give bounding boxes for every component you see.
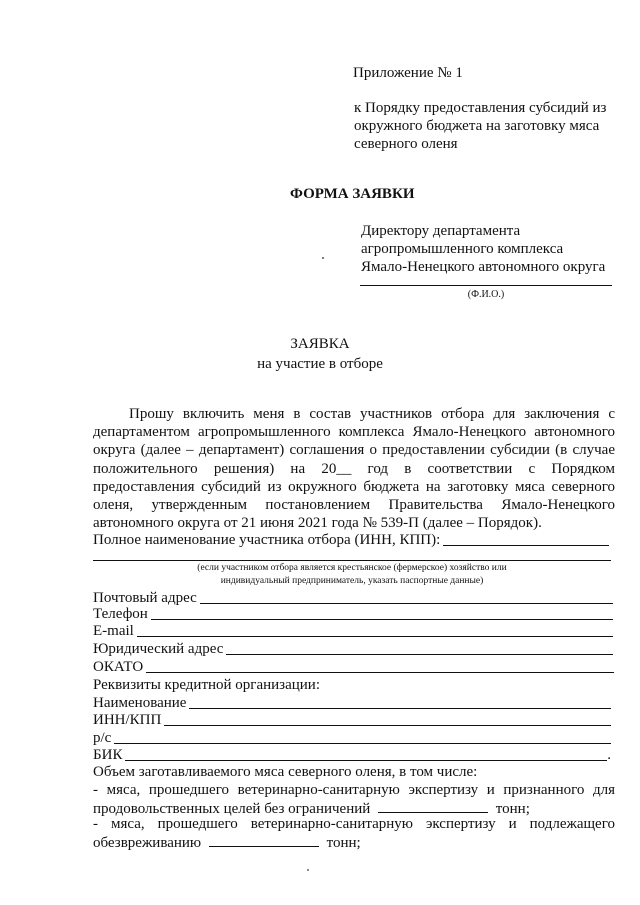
appendix-purpose — [354, 99, 614, 153]
phone-label: Телефон — [93, 606, 148, 622]
postal-address-input-line[interactable] — [200, 603, 613, 604]
full-name-row — [93, 531, 609, 549]
appendix-number: Приложение № 1 — [353, 65, 463, 81]
scan-speck — [307, 869, 309, 871]
phone-row — [93, 605, 613, 623]
purpose-line: к Порядку предоставления субсидий из — [354, 100, 607, 116]
volume-item-line: - мяса, прошедшего ветеринарно-санитарную экспертизу и признанного для — [93, 782, 615, 798]
okato-row — [93, 658, 614, 676]
note-line: индивидуальный предприниматель, указать паспортные данные) — [220, 576, 484, 586]
bank-name-input-line[interactable] — [189, 708, 611, 709]
unit-label: тонн; — [326, 834, 361, 851]
purpose-line: окружного бюджета на заготовку мяса — [354, 118, 600, 134]
addressee-line: Директору департамента — [361, 223, 521, 239]
bank-name-row — [93, 694, 611, 712]
disinfection-tonnage-input-line[interactable] — [209, 834, 319, 847]
legal-address-row — [93, 640, 613, 658]
phone-input-line[interactable] — [151, 619, 613, 620]
legal-address-label: Юридический адрес — [93, 641, 224, 657]
legal-address-input-line[interactable] — [226, 654, 613, 655]
full-name-input-line-2[interactable] — [93, 560, 611, 561]
unit-label: тонн; — [495, 800, 530, 817]
full-name-label: Полное наименование участника отбора (ИНН, КПП): — [93, 532, 441, 548]
addressee-line: агропромышленного комплекса — [361, 241, 564, 257]
note-line: (если участником отбора является крестьянское (фермерское) хозяйство или — [197, 563, 507, 573]
inn-kpp-input-line[interactable] — [164, 725, 611, 726]
email-row — [93, 622, 613, 640]
bank-name-label: Наименование — [93, 695, 187, 711]
volume-item-line — [93, 834, 615, 853]
applicant-note — [93, 562, 611, 588]
addressee-line: Ямало-Ненецкого автономного округа — [361, 259, 606, 275]
volume-item-text: продовольственных целей без ограничений — [93, 800, 371, 817]
okato-label: ОКАТО — [93, 659, 144, 675]
scan-speck — [322, 257, 324, 259]
full-name-input-line[interactable] — [443, 545, 609, 546]
okato-input-line[interactable] — [146, 672, 614, 673]
volume-item-unrestricted — [93, 781, 615, 818]
form-title: ФОРМА ЗАЯВКИ — [290, 186, 415, 202]
email-label: E-mail — [93, 623, 134, 639]
volume-item-line: - мяса, прошедшего ветеринарно-санитарную экспертизу и подлежащего — [93, 816, 615, 832]
inn-kpp-row — [93, 711, 611, 729]
volume-heading: Объем заготавливаемого мяса северного оленя, в том числе: — [93, 764, 478, 780]
account-row — [93, 729, 611, 747]
volume-item-disinfection — [93, 815, 615, 852]
bik-label: БИК — [93, 747, 123, 763]
unrestricted-tonnage-input-line[interactable] — [378, 800, 488, 813]
bik-end-mark: . — [607, 747, 611, 763]
bank-details-heading: Реквизиты кредитной организации: — [93, 677, 320, 693]
account-label: р/с — [93, 730, 112, 746]
account-input-line[interactable] — [114, 743, 611, 744]
fio-caption: (Ф.И.О.) — [467, 289, 505, 300]
document-subtitle: на участие в отборе — [257, 356, 383, 372]
inn-kpp-label: ИНН/КПП — [93, 712, 162, 728]
addressee-block — [361, 222, 621, 276]
volume-item-text: обезвреживанию — [93, 834, 202, 851]
bik-row — [93, 746, 611, 764]
request-paragraph: Прошу включить меня в состав участников отбора для заключения с департаментом агропромышленного комплекса Ямало-Ненецкого автономного округа (далее – департамент) соглашения о предоставлении субсидии (в случае положительного решения) на 20__ год в соответствии с Порядком предоставления субсидий из окружного бюджета на заготовку мяса северного оленя, утвержденным постановлением Правительства Ямало-Ненецкого автономного округа от 21 июня 2021 года № 539-П (далее – Порядок). — [93, 406, 615, 532]
email-input-line[interactable] — [137, 636, 613, 637]
bik-input-line[interactable] — [125, 760, 607, 761]
document-title: ЗАЯВКА — [290, 336, 350, 352]
postal-address-label: Почтовый адрес — [93, 590, 197, 606]
purpose-line: северного оленя — [354, 136, 458, 152]
fio-signature-line[interactable] — [360, 285, 612, 286]
